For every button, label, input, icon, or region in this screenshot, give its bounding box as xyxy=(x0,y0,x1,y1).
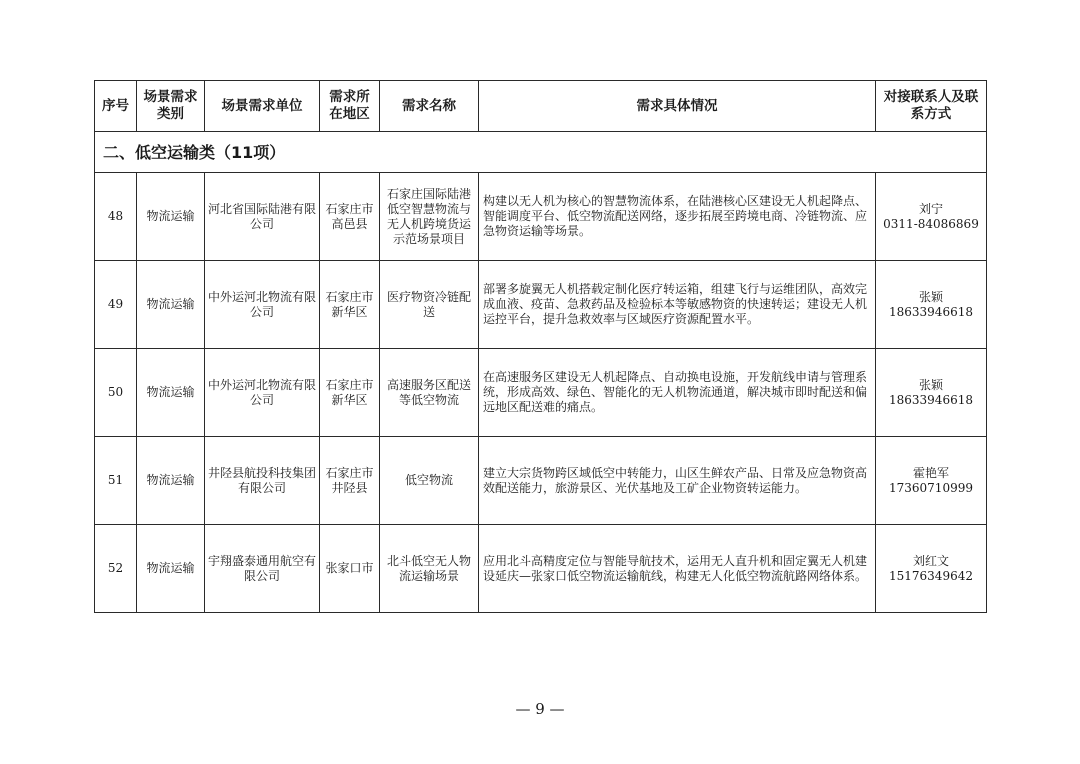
section-title: 二、低空运输类（11项） xyxy=(95,132,987,173)
header-location: 需求所在地区 xyxy=(320,81,380,132)
cell-location: 石家庄市高邑县 xyxy=(320,173,380,261)
section-row xyxy=(95,132,987,173)
table-row xyxy=(95,173,987,261)
cell-unit: 河北省国际陆港有限公司 xyxy=(205,173,320,261)
contact-name: 霍艳军 xyxy=(912,465,949,480)
contact-name: 张颖 xyxy=(918,289,943,304)
cell-name: 高速服务区配送等低空物流 xyxy=(380,349,479,437)
cell-index: 49 xyxy=(95,261,137,349)
cell-detail: 在高速服务区建设无人机起降点、自动换电设施，开发航线申请与管理系统，形成高效、绿色、智能化的无人机物流通道，解决城市即时配送和偏远地区配送难的痛点。 xyxy=(479,349,876,437)
cell-detail: 构建以无人机为核心的智慧物流体系，在陆港核心区建设无人机起降点、智能调度平台、低空物流配送网络，逐步拓展至跨境电商、冷链物流、应急物资运输等场景。 xyxy=(479,173,876,261)
demand-table xyxy=(94,80,987,613)
cell-location: 石家庄市新华区 xyxy=(320,261,380,349)
cell-unit: 中外运河北物流有限公司 xyxy=(205,349,320,437)
header-category: 场景需求类别 xyxy=(137,81,205,132)
cell-index: 48 xyxy=(95,173,137,261)
table-row xyxy=(95,525,987,613)
cell-contact xyxy=(876,525,987,613)
table-row xyxy=(95,261,987,349)
cell-location: 张家口市 xyxy=(320,525,380,613)
cell-category: 物流运输 xyxy=(137,261,205,349)
cell-index: 50 xyxy=(95,349,137,437)
cell-detail: 应用北斗高精度定位与智能导航技术，运用无人直升机和固定翼无人机建设延庆—张家口低空物流运输航线，构建无人化低空物流航路网络体系。 xyxy=(479,525,876,613)
cell-category: 物流运输 xyxy=(137,349,205,437)
header-index: 序号 xyxy=(95,81,137,132)
cell-unit: 中外运河北物流有限公司 xyxy=(205,261,320,349)
header-row xyxy=(95,81,987,132)
page-number: — 9 — xyxy=(515,700,565,718)
contact-phone: 17360710999 xyxy=(889,480,973,495)
header-unit: 场景需求单位 xyxy=(205,81,320,132)
cell-name: 低空物流 xyxy=(380,437,479,525)
cell-contact xyxy=(876,437,987,525)
header-detail: 需求具体情况 xyxy=(479,81,876,132)
cell-detail: 建立大宗货物跨区域低空中转能力，山区生鲜农产品、日常及应急物资高效配送能力，旅游景区、光伏基地及工矿企业物资转运能力。 xyxy=(479,437,876,525)
cell-category: 物流运输 xyxy=(137,525,205,613)
header-contact: 对接联系人及联系方式 xyxy=(876,81,987,132)
contact-phone: 0311-84086869 xyxy=(883,216,979,231)
contact-phone: 18633946618 xyxy=(889,392,973,407)
contact-name: 刘宁 xyxy=(918,201,943,216)
table-row xyxy=(95,437,987,525)
cell-unit: 井陉县航投科技集团有限公司 xyxy=(205,437,320,525)
cell-unit: 宇翔盛泰通用航空有限公司 xyxy=(205,525,320,613)
cell-detail: 部署多旋翼无人机搭载定制化医疗转运箱，组建飞行与运维团队，高效完成血液、疫苗、急救药品及检验标本等敏感物资的快速转运；建设无人机运控平台，提升急救效率与区域医疗资源配置水平。 xyxy=(479,261,876,349)
cell-category: 物流运输 xyxy=(137,437,205,525)
cell-contact xyxy=(876,173,987,261)
cell-name: 石家庄国际陆港低空智慧物流与无人机跨境货运示范场景项目 xyxy=(380,173,479,261)
contact-name: 张颖 xyxy=(918,377,943,392)
cell-name: 医疗物资冷链配送 xyxy=(380,261,479,349)
cell-location: 石家庄市井陉县 xyxy=(320,437,380,525)
cell-location: 石家庄市新华区 xyxy=(320,349,380,437)
contact-phone: 15176349642 xyxy=(889,568,973,583)
cell-name: 北斗低空无人物流运输场景 xyxy=(380,525,479,613)
table-row xyxy=(95,349,987,437)
cell-contact xyxy=(876,261,987,349)
cell-contact xyxy=(876,349,987,437)
cell-category: 物流运输 xyxy=(137,173,205,261)
cell-index: 51 xyxy=(95,437,137,525)
header-name: 需求名称 xyxy=(380,81,479,132)
cell-index: 52 xyxy=(95,525,137,613)
contact-name: 刘红文 xyxy=(912,553,949,568)
contact-phone: 18633946618 xyxy=(889,304,973,319)
